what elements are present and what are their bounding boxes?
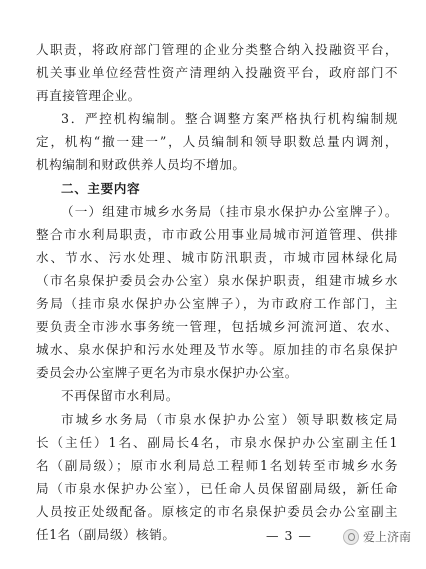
body-line: 市城乡水务局（市泉水保护办公室）领导职数核定局 (61, 411, 398, 427)
watermark-text: 爱上济南 (363, 530, 412, 544)
body-line: 城水、泉水保护和污水处理及节水等。原加挂的市名泉保护 (36, 342, 398, 358)
body-line: 整合市水利局职责，市市政公用事业局城市河道管理、供排 (36, 226, 398, 242)
subsection-heading: （一）组建市城乡水务局（挂市泉水保护办公室牌子）。 (61, 203, 398, 219)
body-line: 委员会办公室牌子更名为市泉水保护办公室。 (36, 365, 298, 381)
body-line: 不再保留市水利局。 (61, 388, 179, 404)
watermark-logo-icon (343, 529, 359, 545)
body-line: 名（副局级）；原市水利局总工程师1名划转至市城乡水务 (36, 457, 398, 473)
body-line: 人员按正处级配备。原核定的市名泉保护委员会办公室副主 (36, 503, 398, 519)
section-heading: 二、主要内容 (61, 180, 141, 196)
body-line: 局（市泉水保护办公室），已任命人员保留副局级，新任命 (36, 480, 398, 496)
body-line: 人职责，将政府部门管理的企业分类整合纳入投融资平台， (36, 42, 398, 57)
document-body (36, 38, 398, 546)
page-number: — 3 — (266, 528, 312, 543)
body-line: 水、节水、污水处理、城市防汛职责，市城市园林绿化局 (36, 249, 398, 265)
body-line: 再直接管理企业。 (36, 88, 141, 104)
body-line: 要负责全市涉水事务统一管理，包括城乡河流河道、农水、 (36, 319, 398, 335)
body-line: 务局（挂市泉水保护办公室牌子），为市政府工作部门，主 (36, 296, 398, 312)
body-line: 长（主任）1名、副局长4名，市泉水保护办公室副主任1 (36, 434, 398, 450)
section-item-3: 3．严控机构编制。整合调整方案严格执行机构编制规 (61, 111, 398, 127)
body-line: （市名泉保护委员会办公室）泉水保护职责，组建市城乡水 (36, 272, 398, 288)
watermark (343, 528, 411, 545)
body-line: 定，机构“撤一建一”，人员编制和领导职数总量内调剂， (36, 134, 398, 150)
body-line: 任1名（副局级）核销。 (36, 526, 176, 542)
body-line: 机关事业单位经营性资产清理纳入投融资平台，政府部门不 (36, 65, 398, 81)
body-line: 机构编制和财政供养人员均不增加。 (36, 157, 246, 173)
page-footer (0, 518, 426, 558)
